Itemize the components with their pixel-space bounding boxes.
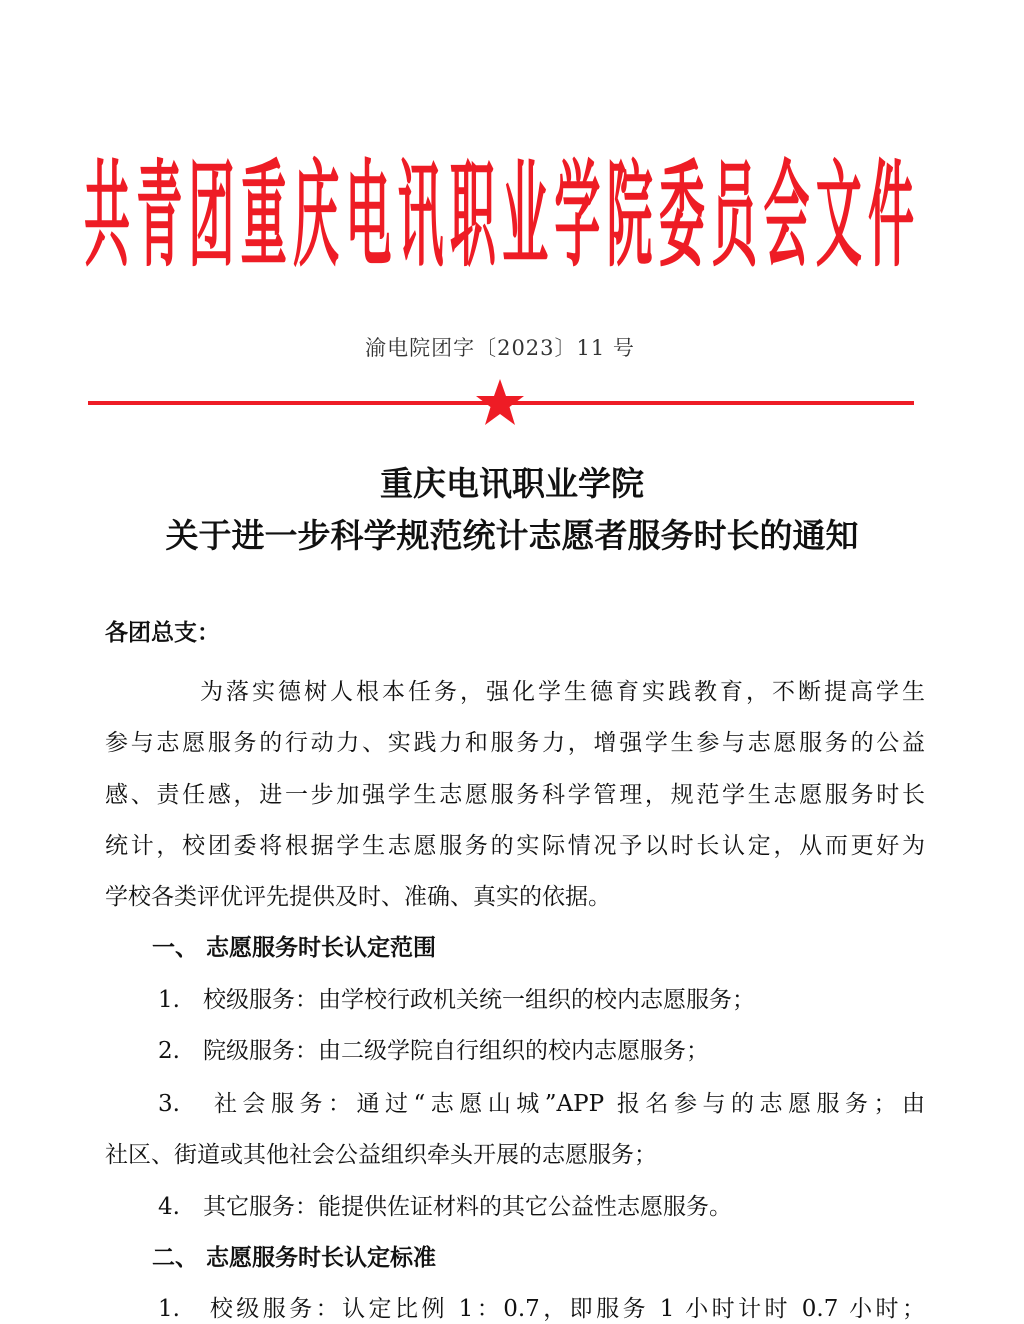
masthead-char: 共 — [84, 147, 130, 283]
section-2-heading: 二、 志愿服务时长认定标准 — [152, 1244, 437, 1271]
masthead-title — [84, 140, 914, 290]
masthead-char: 电 — [345, 147, 392, 283]
masthead-char: 职 — [449, 147, 496, 283]
section-1-item: 2. 院级服务：由二级学院自行组织的校内志愿服务； — [158, 1038, 709, 1064]
red-star-icon — [475, 378, 525, 426]
salutation: 各团总支： — [105, 619, 220, 646]
masthead-char: 庆 — [293, 147, 340, 283]
masthead-char: 业 — [502, 147, 549, 283]
section-2-item: 1. 校级服务：认定比例 1：0.7，即服务 1 小时计时 0.7 小时； — [158, 1296, 925, 1322]
document-number: 渝电院团字〔2023〕11 号 — [365, 336, 635, 360]
section-1-heading: 一、 志愿服务时长认定范围 — [152, 934, 437, 961]
masthead-char: 重 — [240, 147, 287, 283]
intro-line: 统计，校团委将根据学生志愿服务的实际情况予以时长认定，从而更好为 — [105, 833, 925, 859]
masthead-char: 青 — [136, 147, 183, 283]
intro-line: 学校各类评优评先提供及时、准确、真实的依据。 — [105, 884, 611, 910]
section-1-item: 社区、街道或其他社会公益组织牵头开展的志愿服务； — [105, 1142, 657, 1168]
section-1-item: 4. 其它服务：能提供佐证材料的其它公益性志愿服务。 — [158, 1194, 732, 1220]
masthead-char: 团 — [188, 147, 235, 283]
masthead-char: 委 — [658, 147, 705, 283]
masthead-char: 院 — [606, 147, 653, 283]
masthead-char: 件 — [867, 147, 914, 283]
masthead-char: 讯 — [397, 147, 444, 283]
intro-line: 为落实德树人根本任务，强化学生德育实践教育，不断提高学生 — [200, 679, 925, 705]
masthead-char: 文 — [815, 147, 862, 283]
intro-line: 参与志愿服务的行动力、实践力和服务力，增强学生参与志愿服务的公益 — [105, 730, 925, 756]
title-line-2: 关于进一步科学规范统计志愿者服务时长的通知 — [165, 516, 859, 555]
title-line-1: 重庆电讯职业学院 — [380, 464, 644, 503]
masthead-char: 学 — [554, 147, 601, 283]
masthead-char: 会 — [763, 147, 810, 283]
intro-line: 感、责任感，进一步加强学生志愿服务科学管理，规范学生志愿服务时长 — [105, 782, 925, 808]
section-1-item: 3. 社会服务：通过“志愿山城”APP 报名参与的志愿服务；由 — [158, 1091, 925, 1117]
masthead-char: 员 — [711, 147, 758, 283]
section-1-item: 1. 校级服务：由学校行政机关统一组织的校内志愿服务； — [158, 987, 755, 1013]
